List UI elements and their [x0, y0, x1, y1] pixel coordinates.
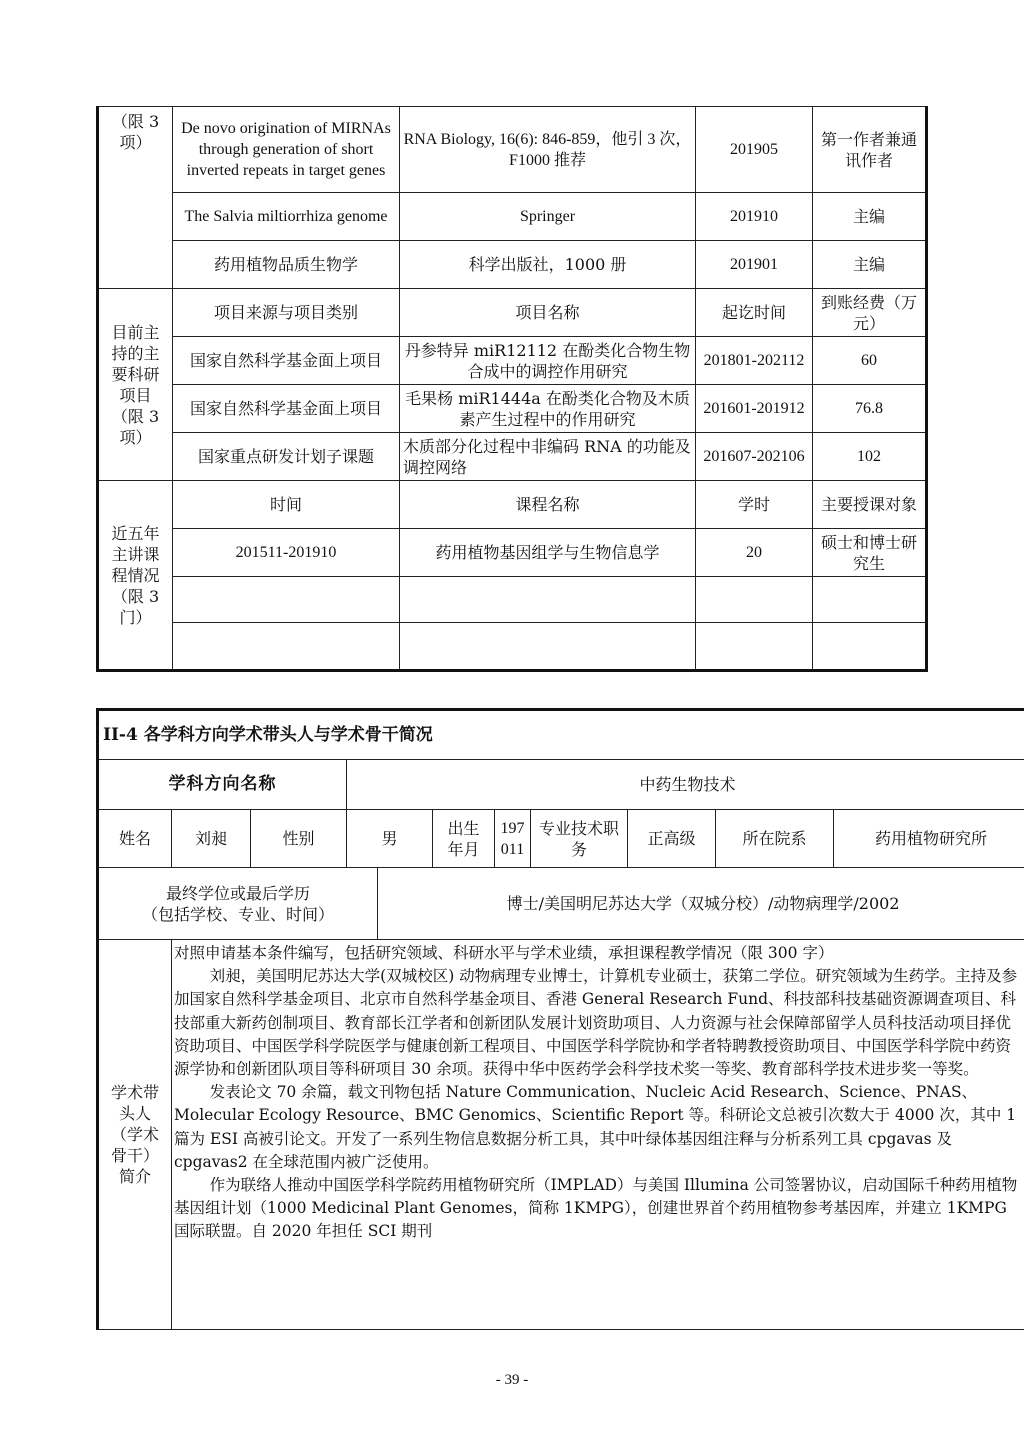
projects-header-funds: 到账经费（万元） [813, 289, 927, 337]
project-name: 木质部分化过程中非编码 RNA 的功能及调控网络 [400, 433, 696, 481]
course-name [400, 577, 696, 623]
course-audience [813, 577, 927, 623]
project-source: 国家自然科学基金面上项目 [173, 385, 400, 433]
project-funds: 102 [813, 433, 927, 481]
courses-header-audience: 主要授课对象 [813, 481, 927, 529]
degree-value: 博士/美国明尼苏达大学（双城分校）/动物病理学/2002 [378, 868, 1024, 940]
table-row [98, 241, 927, 289]
bio-paragraph: 作为联络人推动中国医学科学院药用植物研究所（IMPLAD）与美国 Illumina 公司签署协议，启动国际千种药用植物基因组计划（1000 Medicinal Plant Genomes，简称 1KMPG），创建世界首个药用植物参考基因库，并建立 1KMPG 国际联盟。自 2020 年担任 SCI 期刊 [174, 1176, 1018, 1241]
gender-value: 男 [347, 810, 433, 868]
publication-title: De novo origination of MIRNAs through generation of short inverted repeats in target genes [173, 107, 400, 193]
publications-category-label: （限 3 项） [98, 107, 173, 289]
publication-source: Springer [400, 193, 696, 241]
title-value: 正高级 [628, 810, 716, 868]
course-time: 201511-201910 [173, 529, 400, 577]
publication-source: RNA Biology, 16(6): 846-859，他引 3 次，F1000 推荐 [400, 107, 696, 193]
table-row [98, 623, 927, 671]
table-row [98, 481, 927, 529]
courses-category-label: 近五年 主讲课 程情况 （限 3 门） [98, 481, 173, 671]
courses-header-hours: 学时 [696, 481, 813, 529]
course-hours [696, 577, 813, 623]
project-source: 国家自然科学基金面上项目 [173, 337, 400, 385]
leader-profile-table [96, 708, 1024, 1330]
table-row [98, 810, 1024, 868]
title-label: 专业技术职务 [531, 810, 628, 868]
discipline-value: 中药生物技术 [347, 760, 1024, 810]
discipline-label: 学科方向名称 [98, 760, 347, 810]
table-row [98, 760, 1024, 810]
page-number: - 39 - [495, 1372, 529, 1388]
table-row [98, 193, 927, 241]
courses-header-name: 课程名称 [400, 481, 696, 529]
dept-value: 药用植物研究所 [834, 810, 1024, 868]
courses-header-time: 时间 [173, 481, 400, 529]
publication-title: 药用植物品质生物学 [173, 241, 400, 289]
course-time [173, 577, 400, 623]
project-name: 丹参特异 miR12112 在酚类化合物生物合成中的调控作用研究 [400, 337, 696, 385]
course-time [173, 623, 400, 671]
projects-header-name: 项目名称 [400, 289, 696, 337]
publication-role: 主编 [813, 241, 927, 289]
table-row [98, 385, 927, 433]
publication-source: 科学出版社，1000 册 [400, 241, 696, 289]
publication-title: The Salvia miltiorrhiza genome [173, 193, 400, 241]
course-audience: 硕士和博士研究生 [813, 529, 927, 577]
bio-paragraph: 刘昶，美国明尼苏达大学(双城校区) 动物病理专业博士，计算机专业硕士，获第二学位。研究领域为生药学。主持及参加国家自然科学基金项目、北京市自然科学基金项目、香港 General Research Fund、科技部科技基础资源调查项目、科技部重大新药创制项目、教育部长江学者和创新团队发展计划资助项目、人力资源与社会保障部留学人员科技活动项目择优资助项目、中国医学科学院医学与健康创新工程项目、中国医学科学院协和学者特聘教授资助项目、中国医学科学院中药资源学协和创新团队项目等科研项目 30 余项。获得中华中医药学会科学技术奖一等奖、教育部科学技术进步奖一等奖。 [174, 967, 1018, 1079]
bio-paragraph: 发表论文 70 余篇，载文刊物包括 Nature Communication、Nucleic Acid Research、Science、PNAS、Molecular Ecology Resource、BMC Genomics、Scientific Report 等。科研论文总被引次数大于 4000 次，其中 1 篇为 ESI 高被引论文。开发了一系列生物信息数据分析工具，其中叶绿体基因组注释与分析系列工具 cpgavas 及 cpgavas2 在全球范围内被广泛使用。 [174, 1083, 1017, 1171]
bio-text [172, 940, 1024, 1330]
project-funds: 60 [813, 337, 927, 385]
achievements-table [96, 106, 928, 672]
publication-date: 201905 [696, 107, 813, 193]
project-period: 201601-201912 [696, 385, 813, 433]
name-label: 姓名 [98, 810, 172, 868]
table-row [98, 289, 927, 337]
bio-label: 学术带 头人 （学术 骨干） 简介 [98, 940, 172, 1330]
publication-role: 第一作者兼通讯作者 [813, 107, 927, 193]
course-audience [813, 623, 927, 671]
publication-role: 主编 [813, 193, 927, 241]
table-row [98, 710, 1024, 760]
table-row [98, 107, 927, 193]
publication-date: 201910 [696, 193, 813, 241]
table-row [98, 529, 927, 577]
project-source: 国家重点研发计划子课题 [173, 433, 400, 481]
publication-date: 201901 [696, 241, 813, 289]
project-funds: 76.8 [813, 385, 927, 433]
project-period: 201801-202112 [696, 337, 813, 385]
projects-header-period: 起讫时间 [696, 289, 813, 337]
degree-label: 最终学位或最后学历 （包括学校、专业、时间） [98, 868, 378, 940]
course-hours [696, 623, 813, 671]
project-name: 毛果杨 miR1444a 在酚类化合物及木质素产生过程中的作用研究 [400, 385, 696, 433]
table-row [98, 337, 927, 385]
table-row [98, 940, 1024, 1330]
course-name [400, 623, 696, 671]
table-row [98, 868, 1024, 940]
gender-label: 性别 [251, 810, 347, 868]
course-name: 药用植物基因组学与生物信息学 [400, 529, 696, 577]
bio-instruction: 对照申请基本条件编写，包括研究领域、科研水平与学术业绩，承担课程教学情况（限 300 字） [174, 944, 834, 962]
name-value: 刘昶 [172, 810, 251, 868]
section-heading: II-4 各学科方向学术带头人与学术骨干简况 [98, 710, 1024, 760]
project-period: 201607-202106 [696, 433, 813, 481]
table-row [98, 433, 927, 481]
table-row [98, 577, 927, 623]
course-hours: 20 [696, 529, 813, 577]
projects-header-source: 项目来源与项目类别 [173, 289, 400, 337]
projects-category-label: 目前主 持的主 要科研 项目 （限 3 项） [98, 289, 173, 481]
birth-label: 出生年月 [433, 810, 495, 868]
birth-value: 197011 [495, 810, 531, 868]
dept-label: 所在院系 [716, 810, 834, 868]
